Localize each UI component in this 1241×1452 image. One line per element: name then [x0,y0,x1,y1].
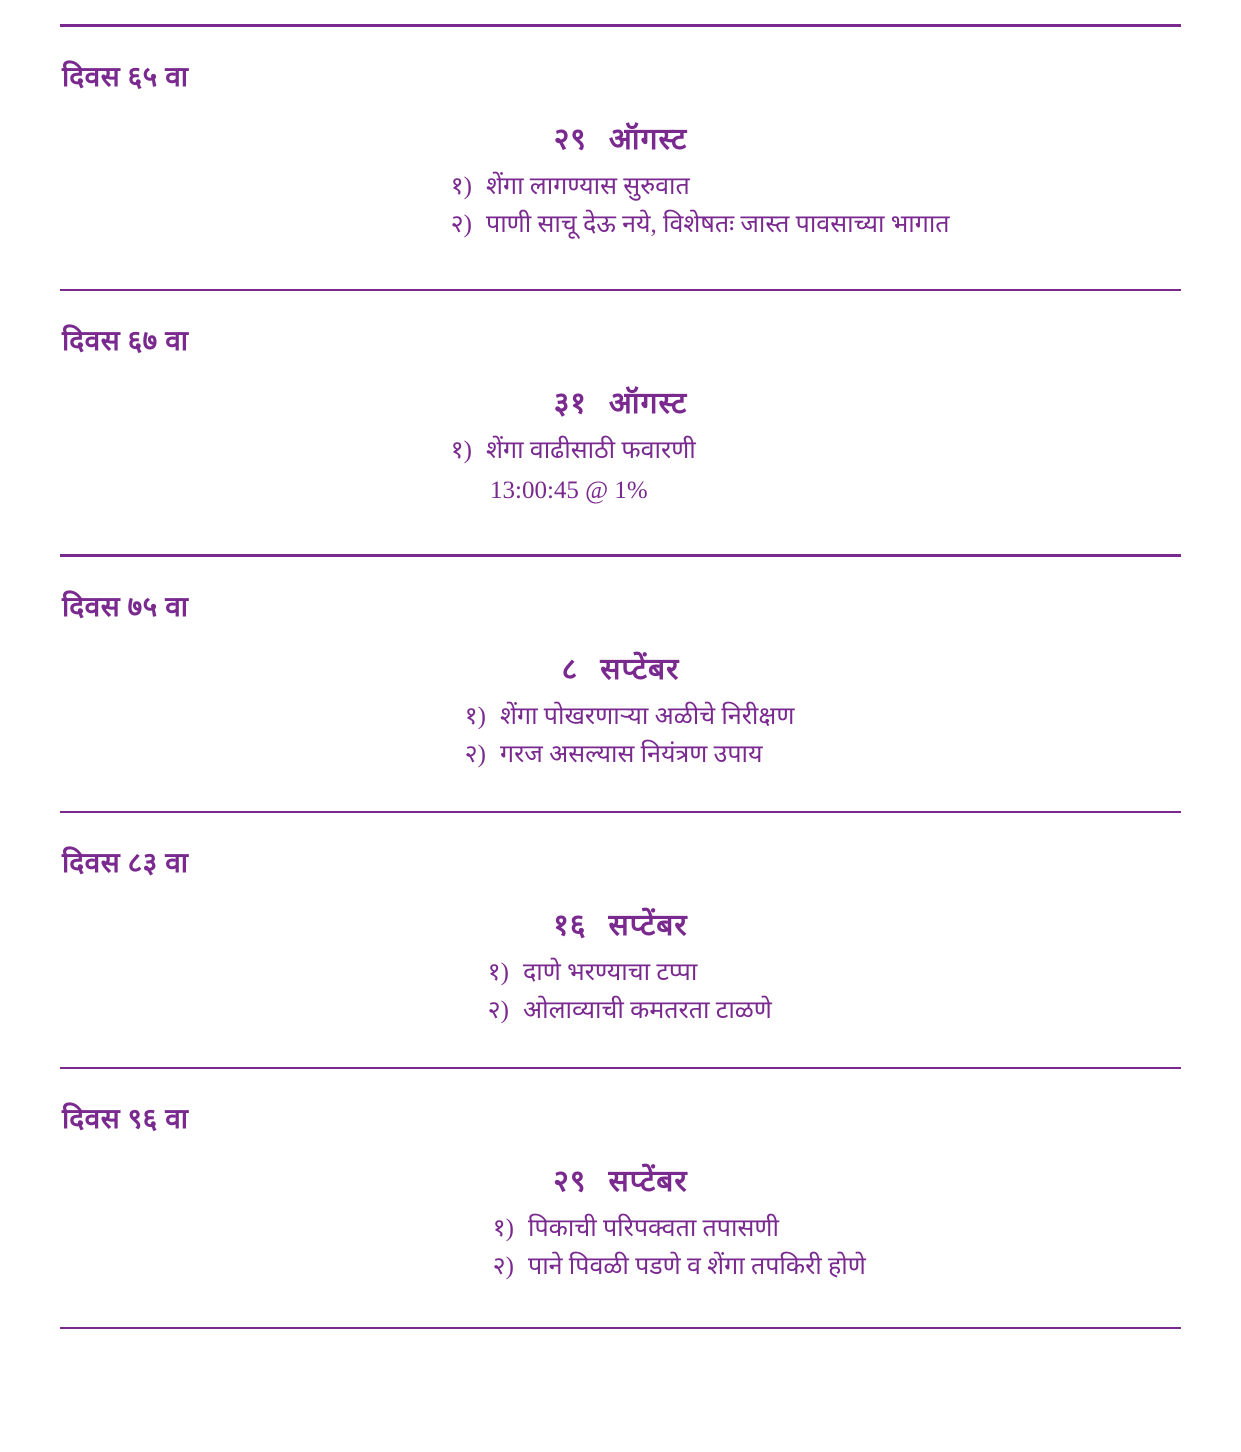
spacer [60,1287,1181,1327]
schedule-entry [60,1069,1181,1327]
list-item-text: पाने पिवळी पडणे व शेंगा तपकिरी होणे [528,1253,866,1281]
list-item-marker: २) [450,211,472,239]
list-item [438,432,1181,471]
date-number: १६ [553,908,587,942]
date-month: सप्टेंबर [608,1164,688,1198]
schedule-entry [60,813,1181,1067]
task-list [475,954,1181,1032]
day-label: दिवस ८३ वा [62,848,189,880]
list-item [438,206,1181,245]
spacer [60,1031,1181,1067]
day-label: दिवस ६७ वा [62,326,189,358]
list-item [438,168,1181,207]
task-list [438,168,1181,246]
list-item-text: शेंगा पोखरणाऱ्या अळीचे निरीक्षण [500,702,795,730]
date-line [60,117,1181,158]
list-item-text: पिकाची परिपक्वता तपासणी [528,1214,779,1242]
list-item-marker: १) [487,958,509,986]
list-item-text: शेंगा वाढीसाठी फवारणी [486,436,696,464]
date-number: २९ [553,1164,587,1198]
list-item-marker: २) [492,1253,514,1281]
task-list [452,698,1181,776]
dosage-note: 13:00:45 @ 1% [490,477,648,505]
date-month: सप्टेंबर [600,652,680,686]
task-list [438,432,1181,471]
date-month: ऑगस्ट [608,386,688,420]
spacer [60,510,1181,554]
date-line [60,1159,1181,1200]
day-label: दिवस ९६ वा [62,1104,189,1136]
list-item-text: शेंगा लागण्यास सुरुवात [486,172,690,200]
date-line [60,381,1181,422]
list-item [475,954,1181,993]
date-month: सप्टेंबर [608,908,688,942]
list-item-text: पाणी साचू देऊ नये, विशेषतः जास्त पावसाच्या भागात [486,211,950,239]
task-list [480,1210,1181,1288]
list-item-marker: १) [464,702,486,730]
schedule-entry [60,557,1181,811]
day-label: दिवस ७५ वा [62,591,189,623]
date-number: ८ [561,652,579,686]
list-item [452,698,1181,737]
date-number: ३१ [553,386,587,420]
document-page [0,24,1241,1452]
list-item-marker: १) [450,172,472,200]
list-item-text: दाणे भरण्याचा टप्पा [523,958,698,986]
list-item-text: ओलाव्याची कमतरता टाळणे [523,997,772,1025]
list-item [452,736,1181,775]
list-item-marker: १) [492,1214,514,1242]
list-item [480,1248,1181,1287]
list-item-marker: १) [450,436,472,464]
day-label: दिवस ६५ वा [62,62,189,93]
date-number: २९ [553,122,587,156]
divider-bottom [60,1327,1181,1329]
schedule-entry [60,291,1181,554]
list-item-marker: २) [487,997,509,1025]
date-month: ऑगस्ट [608,122,688,156]
list-item-marker: २) [464,741,486,769]
schedule-entry [60,27,1181,289]
date-line [60,647,1181,688]
list-item [475,992,1181,1031]
date-line [60,903,1181,944]
list-item [480,1210,1181,1249]
list-item-text: गरज असल्यास नियंत्रण उपाय [500,741,763,769]
spacer [60,775,1181,811]
spacer [60,245,1181,289]
